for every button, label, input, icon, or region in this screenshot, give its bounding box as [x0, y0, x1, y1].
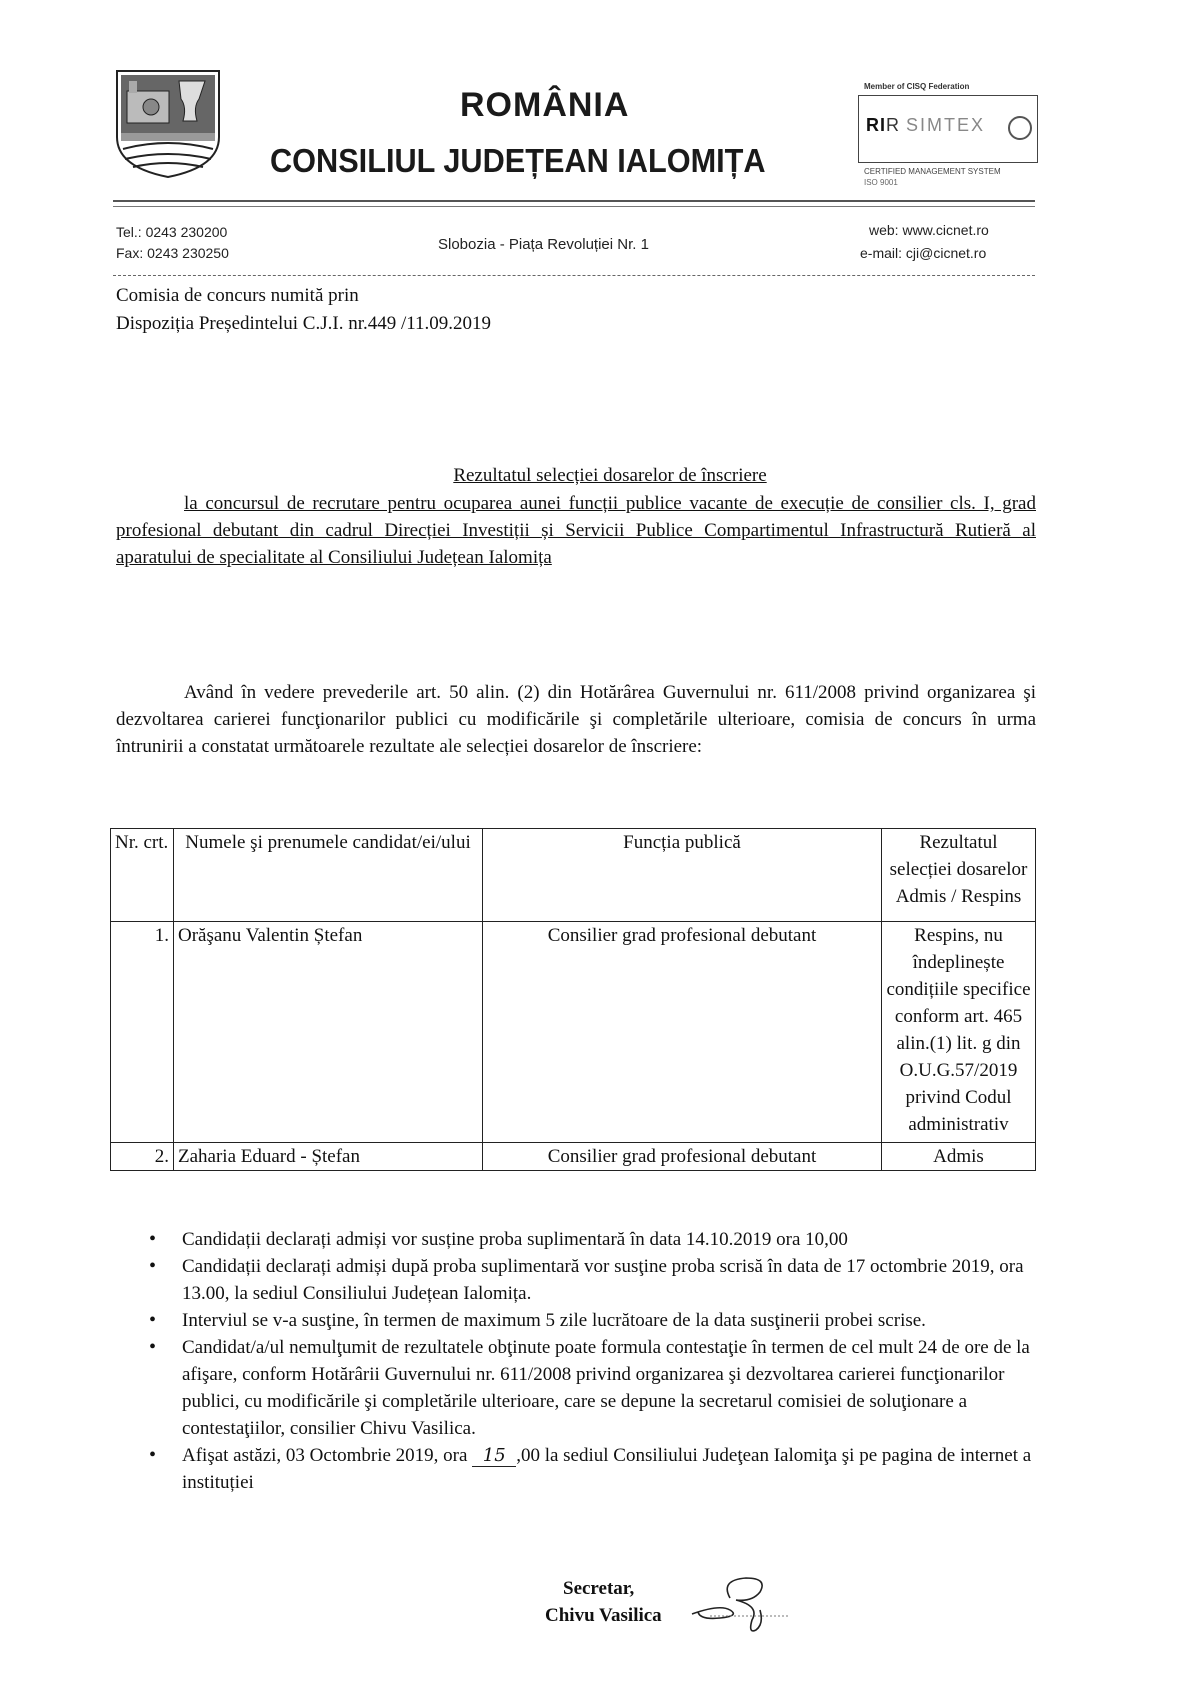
contact-divider	[113, 275, 1035, 276]
table-row	[111, 1143, 1036, 1171]
note-item: • Candidații declarați admiși vor susține proba suplimentară în data 14.10.2019 ora 10,00	[136, 1226, 1036, 1253]
row-result: Respins, nu îndeplinește condițiile specifice conform art. 465 alin.(1) lit. g din O.U.G.57/2019 privind Codul administrativ	[882, 922, 1036, 1143]
institution-title: CONSILIUL JUDEȚEAN IALOMIȚA	[270, 142, 766, 179]
posting-note	[136, 1442, 1036, 1496]
note-item: • Candidat/a/ul nemulţumit de rezultatele obţinute poate formula contestaţie în termen de cel mult 24 de ore de la afişare, conform Hotărârii Guvernului nr. 611/2008 privind organizarea şi dezvoltarea carierei funcţionarilor publici, cu modificările şi completările ulterioare, care se depune la secretarul comisiei de soluţionare a contestaţiilor, consilier Chivu Vasilica.	[136, 1334, 1036, 1442]
posting-after: ,00 la sediul Consiliului Judeţean Ialomiţa şi pe pagina de internet a instituției	[182, 1445, 1032, 1493]
certification-seal-icon	[1008, 116, 1032, 140]
phone-number: Tel.: 0243 230200	[116, 224, 228, 240]
note-item: • Interviul se v-a susţine, în termen de maximum 5 zile lucrătoare de la data susţinerii probei scrise.	[136, 1307, 1036, 1334]
cisq-member-label: Member of CISQ Federation	[864, 82, 970, 91]
intro-paragraph	[116, 679, 1036, 760]
email-link[interactable]: e-mail: cji@cicnet.ro	[860, 245, 987, 261]
row-name: Zaharia Eduard - Ștefan	[174, 1143, 483, 1171]
logo-ri: RI	[866, 115, 886, 135]
county-coat-of-arms-icon	[113, 67, 223, 179]
row-name: Orăşanu Valentin Ștefan	[174, 922, 483, 1143]
country-title: ROMÂNIA	[460, 86, 630, 124]
row-function: Consilier grad profesional debutant	[483, 922, 882, 1143]
table-row	[111, 922, 1036, 1143]
address: Slobozia - Piața Revoluției Nr. 1	[438, 236, 649, 253]
signatory-role: Secretar,	[563, 1578, 635, 1599]
document-title: Rezultatul selecției dosarelor de înscriere	[453, 465, 767, 486]
header-result: Rezultatul selecției dosarelor Admis / Respins	[882, 829, 1036, 922]
row-function: Consilier grad profesional debutant	[483, 1143, 882, 1171]
rina-simtex-logo	[866, 115, 985, 136]
handwritten-signature-icon	[690, 1570, 790, 1636]
note-item: • Candidații declarați admiși după proba suplimentară vor susţine proba scrisă în data de 17 octombrie 2019, ora 13.00, la sediul Consiliului Județean Ialomița.	[136, 1253, 1036, 1307]
management-system-label: CERTIFIED MANAGEMENT SYSTEM	[864, 167, 1001, 176]
notes-list	[136, 1226, 1036, 1496]
header-function: Funcția publică	[483, 829, 882, 922]
website-link[interactable]: web: www.cicnet.ro	[869, 222, 989, 238]
document-subtitle-text: la concursul de recrutare pentru ocuparea aunei funcții publice vacante de execuție de consilier cls. I, grad profesional debutant din cadrul Direcției Investiții și Servicii Publice Compartimentul Infrastructură Rutieră al aparatului de specialitate al Consiliului Județean Ialomița	[116, 493, 1036, 568]
header-name: Numele şi prenumele candidat/ei/ului	[174, 829, 483, 922]
iso-label: ISO 9001	[864, 178, 898, 187]
row-nr: 2.	[111, 1143, 174, 1171]
document-subtitle	[116, 490, 1036, 571]
logo-simtex: SIMTEX	[906, 115, 986, 135]
table-header-row	[111, 829, 1036, 922]
header-divider	[113, 200, 1035, 207]
signatory-name: Chivu Vasilica	[545, 1605, 662, 1626]
handwritten-hour: 15	[472, 1446, 516, 1467]
row-result: Admis	[882, 1143, 1036, 1171]
fax-number: Fax: 0243 230250	[116, 245, 229, 261]
intro-text: Având în vedere prevederile art. 50 alin. (2) din Hotărârea Guvernului nr. 611/2008 privind organizarea şi dezvoltarea carierei funcţionarilor publici cu modificările şi completările ulterioare, comisia de concurs în urma întrunirii a constatat următoarele rezultate ale selecției dosarelor de înscriere:	[116, 682, 1036, 757]
logo-r: R	[886, 115, 900, 135]
commission-line-1: Comisia de concurs numită prin	[116, 285, 359, 306]
results-table	[110, 828, 1036, 1171]
commission-reference	[116, 282, 491, 338]
posting-before: Afişat astăzi, 03 Octombrie 2019, ora	[182, 1445, 473, 1466]
row-nr: 1.	[111, 922, 174, 1143]
header-nr: Nr. crt.	[111, 829, 174, 922]
commission-line-2: Dispoziția Președintelui C.J.I. nr.449 /11.09.2019	[116, 313, 492, 334]
